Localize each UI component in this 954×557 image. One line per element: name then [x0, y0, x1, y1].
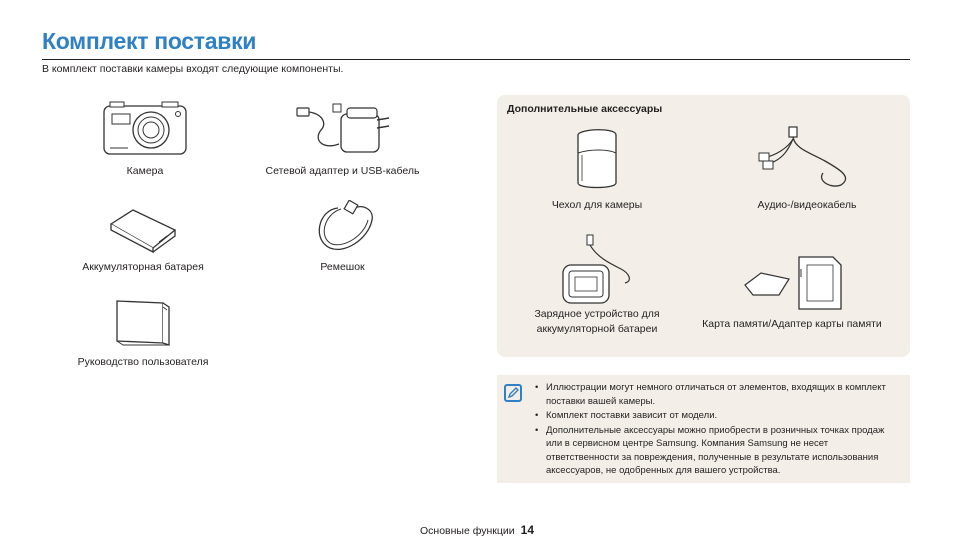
item-strap [285, 200, 400, 275]
battery-charger-icon [557, 233, 637, 307]
item-case [527, 125, 667, 213]
camera-label: Камера [126, 165, 164, 177]
case-label: Чехол для камеры [551, 199, 643, 211]
memory-card-icon [737, 255, 847, 311]
page-number: 14 [520, 523, 534, 537]
note-item: • Комплект поставки зависит от модели. [535, 410, 718, 421]
av-cable-label: Аудио-/видеокабель [757, 199, 857, 211]
note-box [497, 375, 910, 483]
page-footer [0, 523, 954, 537]
item-adapter [255, 100, 430, 179]
page-title: Комплект поставки [42, 28, 257, 54]
item-charger [517, 233, 677, 337]
item-av-cable [722, 125, 892, 213]
item-camera [75, 100, 215, 179]
manual-icon [111, 297, 175, 347]
av-cable-icon [757, 125, 857, 191]
strap-icon [308, 200, 378, 254]
item-battery [72, 208, 214, 275]
charger-label-line1: Зарядное устройство для [534, 308, 660, 320]
item-manual [68, 297, 218, 370]
memory-card-label: Карта памяти/Адаптер карты памяти [702, 318, 882, 330]
power-adapter-icon [293, 100, 393, 160]
adapter-label: Сетевой адаптер и USB-кабель [265, 165, 420, 177]
item-memory-card [692, 255, 892, 332]
note-pencil-icon [504, 384, 522, 402]
note-item: • Дополнительные аксессуары можно приобрести в розничных точках продаж или в сервисном центре Samsung. Компания Samsung не несет ответственности за повреждения, полученные в результате использования аксессуаров, не одобренных для вашего устройства. [535, 424, 885, 476]
camera-icon [102, 100, 188, 158]
battery-icon [107, 208, 179, 254]
manual-label: Руководство пользователя [77, 356, 209, 368]
accessories-title: Дополнительные аксессуары [507, 103, 663, 115]
charger-label-line2: аккумуляторной батареи [536, 323, 658, 335]
note-item: • Иллюстрации могут немного отличаться от элементов, входящих в комплект поставки вашей камеры. [535, 382, 886, 407]
camera-case-icon [572, 125, 622, 191]
strap-label: Ремешок [320, 261, 365, 273]
battery-label: Аккумуляторная батарея [82, 261, 204, 273]
title-rule [42, 59, 910, 60]
intro-text: В комплект поставки камеры входят следующие компоненты. [42, 63, 344, 75]
accessories-panel [497, 95, 910, 357]
footer-section: Основные функции [419, 525, 515, 537]
notes-list [531, 381, 903, 479]
